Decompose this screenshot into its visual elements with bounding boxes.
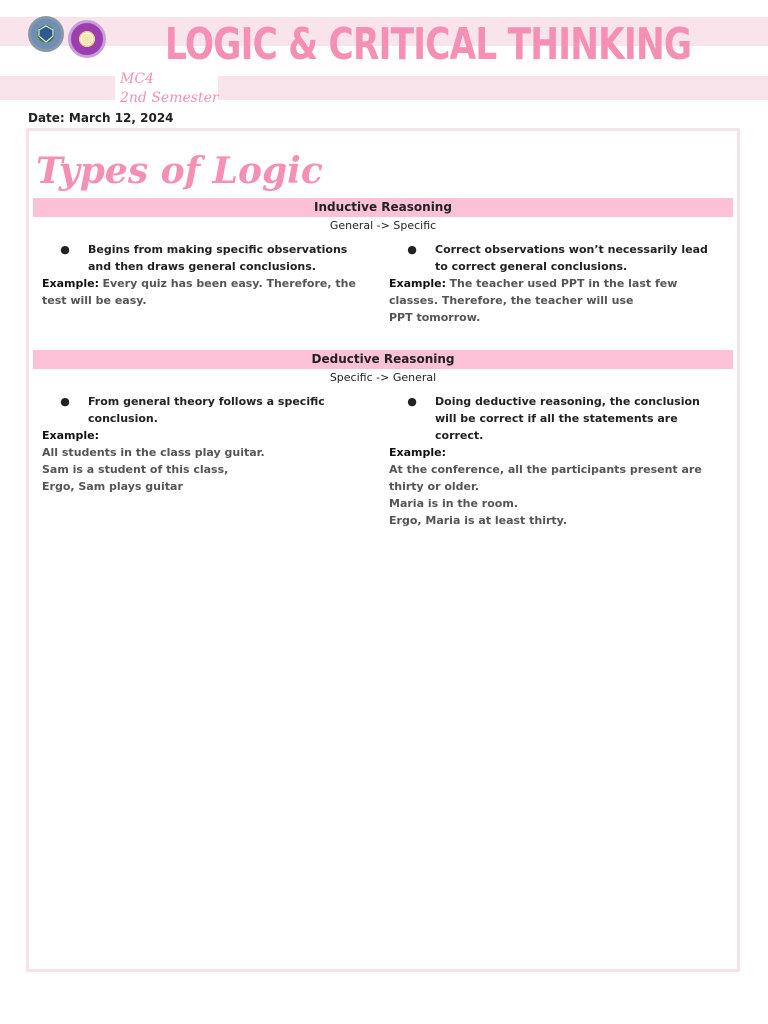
deductive-direction: Specific -> General xyxy=(329,371,437,384)
inductive-right-column xyxy=(389,241,724,326)
school-seal-logo xyxy=(28,16,64,52)
inductive-left-bullet: ● Begins from making specific observations and then draws general conclusions. xyxy=(42,241,372,275)
inductive-right-example: Example: The teacher used PPT in the last few classes. Therefore, the teacher will use xyxy=(389,277,678,307)
inductive-section-title: Inductive Reasoning xyxy=(33,198,733,217)
example-line: Ergo, Sam plays guitar xyxy=(42,480,183,493)
inductive-right-bullet: ● Correct observations won’t necessarily lead to correct general conclusions. xyxy=(389,241,724,275)
deductive-right-example-label: Example: xyxy=(389,446,446,459)
bullet-icon: ● xyxy=(60,243,70,256)
example-line: Maria is in the room. xyxy=(389,497,518,510)
semester-label: 2nd Semester xyxy=(120,90,219,106)
deductive-left-column xyxy=(42,393,372,495)
example-line: Ergo, Maria is at least thirty. xyxy=(389,514,568,527)
main-title: LOGIC & CRITICAL THINKING xyxy=(165,19,692,70)
deductive-left-bullet: ● From general theory follows a specific conclusion. xyxy=(42,393,372,427)
inductive-left-column xyxy=(42,241,372,309)
example-line: At the conference, all the participants present are thirty or older. xyxy=(389,463,702,493)
inductive-direction: General -> Specific xyxy=(329,219,437,232)
deductive-right-column xyxy=(389,393,724,529)
bullet-icon: ● xyxy=(407,395,417,408)
course-code: MC4 xyxy=(120,71,154,87)
header-band-left xyxy=(0,76,115,100)
deductive-section-title: Deductive Reasoning xyxy=(33,350,733,369)
department-seal-logo xyxy=(68,20,106,58)
inductive-left-example: Example: Every quiz has been easy. Therefore, the test will be easy. xyxy=(42,277,356,307)
page-heading: Types of Logic xyxy=(36,150,323,192)
bullet-icon: ● xyxy=(407,243,417,256)
example-line: All students in the class play guitar. xyxy=(42,446,265,459)
bullet-icon: ● xyxy=(60,395,70,408)
example-line: Sam is a student of this class, xyxy=(42,463,229,476)
date-label: Date: March 12, 2024 xyxy=(28,111,174,125)
deductive-right-bullet: ● Doing deductive reasoning, the conclusion will be correct if all the statements are correct. xyxy=(389,393,724,444)
deductive-left-example-label: Example: xyxy=(42,429,99,442)
header-band-mid xyxy=(218,76,768,100)
inductive-right-example-cont: PPT tomorrow. xyxy=(389,311,481,324)
